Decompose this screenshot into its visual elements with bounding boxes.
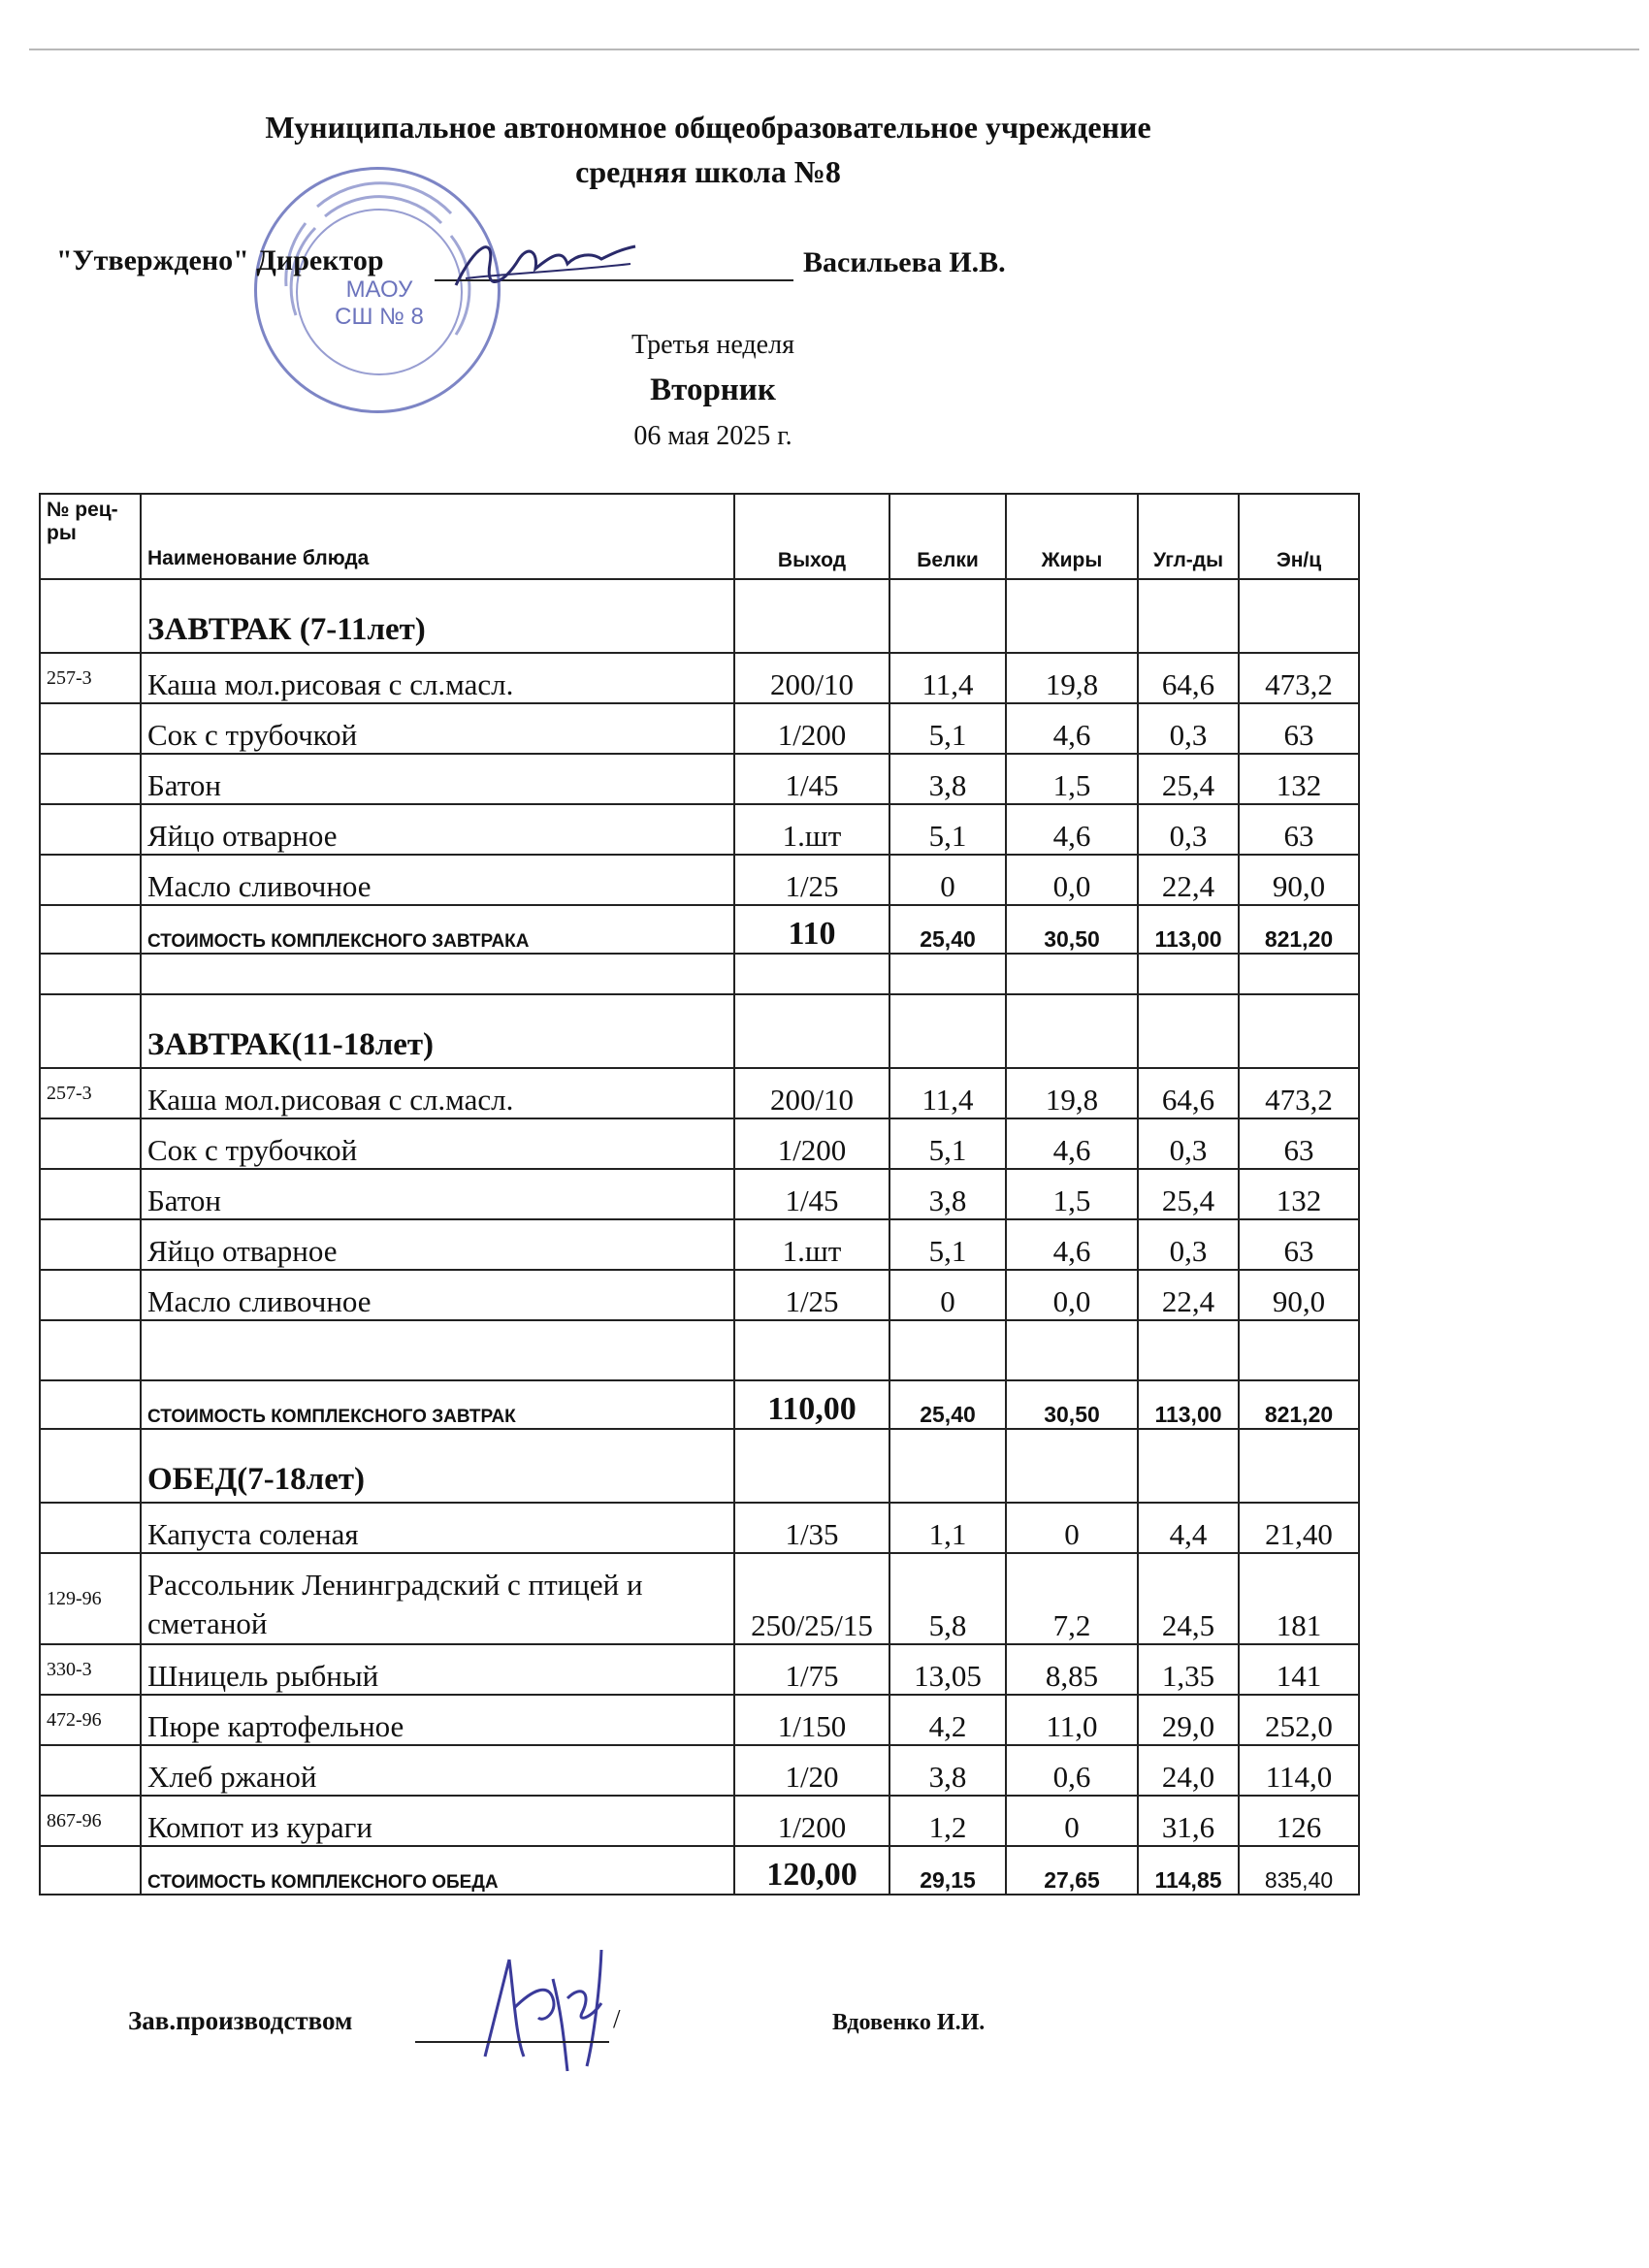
empty-cell (1239, 994, 1359, 1068)
recipe-number (40, 1118, 141, 1169)
section-row (40, 579, 1359, 653)
total-fat: 30,50 (1006, 1380, 1138, 1429)
dish-name: Шницель рыбный (141, 1644, 734, 1695)
dish-fat: 4,6 (1006, 703, 1138, 754)
total-energy: 821,20 (1239, 905, 1359, 954)
dish-output: 1/35 (734, 1503, 889, 1553)
dish-energy: 473,2 (1239, 1068, 1359, 1118)
dish-fat: 19,8 (1006, 653, 1138, 703)
empty-cell (40, 579, 141, 653)
dish-carbs: 4,4 (1138, 1503, 1239, 1553)
empty-cell (40, 954, 141, 994)
total-fat: 27,65 (1006, 1846, 1138, 1895)
dish-carbs: 0,3 (1138, 703, 1239, 754)
total-cost-row (40, 1846, 1359, 1895)
recipe-number: 257-3 (40, 1068, 141, 1118)
dish-carbs: 31,6 (1138, 1796, 1239, 1846)
total-fat: 30,50 (1006, 905, 1138, 954)
dish-protein: 1,2 (889, 1796, 1006, 1846)
scan-top-edge-line (29, 49, 1639, 50)
dish-name: Батон (141, 1169, 734, 1219)
empty-cell (1239, 954, 1359, 994)
dish-name: Каша мол.рисовая с сл.масл. (141, 1068, 734, 1118)
recipe-number (40, 1270, 141, 1320)
empty-cell (1006, 954, 1138, 994)
dish-name: Батон (141, 754, 734, 804)
empty-cell (1006, 1320, 1138, 1380)
empty-cell (40, 1429, 141, 1503)
recipe-number (40, 703, 141, 754)
dish-protein: 5,1 (889, 703, 1006, 754)
dish-carbs: 1,35 (1138, 1644, 1239, 1695)
dish-row (40, 1219, 1359, 1270)
dish-carbs: 0,3 (1138, 804, 1239, 855)
total-energy: 821,20 (1239, 1380, 1359, 1429)
recipe-number (40, 855, 141, 905)
dish-name: Яйцо отварное (141, 804, 734, 855)
dish-fat: 11,0 (1006, 1695, 1138, 1745)
empty-cell (889, 579, 1006, 653)
col-header-fat: Жиры (1006, 494, 1138, 579)
dish-energy: 114,0 (1239, 1745, 1359, 1796)
empty-cell (1239, 1429, 1359, 1503)
dish-energy: 63 (1239, 1118, 1359, 1169)
dish-fat: 1,5 (1006, 1169, 1138, 1219)
total-cost-row (40, 1380, 1359, 1429)
dish-protein: 0 (889, 855, 1006, 905)
stamp-line-1: МАОУ (345, 276, 413, 303)
dish-name: Сок с трубочкой (141, 1118, 734, 1169)
dish-output: 1/150 (734, 1695, 889, 1745)
dish-row (40, 754, 1359, 804)
empty-cell (141, 1320, 734, 1380)
total-protein: 25,40 (889, 1380, 1006, 1429)
dish-energy: 132 (1239, 754, 1359, 804)
dish-protein: 3,8 (889, 1169, 1006, 1219)
dish-fat: 0,0 (1006, 855, 1138, 905)
menu-table (39, 493, 1360, 1895)
recipe-number (40, 1745, 141, 1796)
director-signature (446, 225, 640, 303)
total-energy: 835,40 (1239, 1846, 1359, 1895)
production-head-label: Зав.производством (128, 2006, 353, 2035)
org-line-2: средняя школа №8 (575, 154, 841, 189)
total-carbs: 114,85 (1138, 1846, 1239, 1895)
recipe-number: 472-96 (40, 1695, 141, 1745)
dish-carbs: 64,6 (1138, 653, 1239, 703)
total-cost-label: СТОИМОСТЬ КОМПЛЕКСНОГО ЗАВТРАК (141, 1380, 734, 1429)
dish-fat: 7,2 (1006, 1553, 1138, 1644)
dish-energy: 181 (1239, 1553, 1359, 1644)
empty-cell (1006, 994, 1138, 1068)
dish-output: 1.шт (734, 1219, 889, 1270)
empty-cell (1239, 579, 1359, 653)
dish-row (40, 855, 1359, 905)
col-header-output: Выход (734, 494, 889, 579)
col-header-dish-name: Наименование блюда (141, 494, 734, 579)
spacer-row (40, 1320, 1359, 1380)
approved-label: "Утверждено" Директор (56, 244, 384, 276)
empty-cell (40, 1320, 141, 1380)
dish-fat: 1,5 (1006, 754, 1138, 804)
section-title: ЗАВТРАК(11-18лет) (141, 994, 734, 1068)
dish-row (40, 1270, 1359, 1320)
total-price: 120,00 (734, 1846, 889, 1895)
dish-fat: 4,6 (1006, 1118, 1138, 1169)
stamp-line-2: СШ № 8 (335, 304, 424, 330)
dish-carbs: 25,4 (1138, 754, 1239, 804)
dish-name: Каша мол.рисовая с сл.масл. (141, 653, 734, 703)
dish-fat: 4,6 (1006, 804, 1138, 855)
dish-output: 1/75 (734, 1644, 889, 1695)
section-title: ОБЕД(7-18лет) (141, 1429, 734, 1503)
recipe-number (40, 804, 141, 855)
empty-cell (1239, 1320, 1359, 1380)
dish-output: 1.шт (734, 804, 889, 855)
total-carbs: 113,00 (1138, 905, 1239, 954)
dish-fat: 0 (1006, 1503, 1138, 1553)
dish-row (40, 1745, 1359, 1796)
dish-fat: 19,8 (1006, 1068, 1138, 1118)
total-price: 110,00 (734, 1380, 889, 1429)
footer-signature-underline (415, 2041, 609, 2043)
dish-name: Компот из кураги (141, 1796, 734, 1846)
dish-name: Яйцо отварное (141, 1219, 734, 1270)
dish-protein: 13,05 (889, 1644, 1006, 1695)
dish-protein: 0 (889, 1270, 1006, 1320)
empty-cell (1138, 994, 1239, 1068)
recipe-number: 129-96 (40, 1553, 141, 1644)
dish-energy: 63 (1239, 703, 1359, 754)
total-protein: 29,15 (889, 1846, 1006, 1895)
dish-energy: 90,0 (1239, 855, 1359, 905)
dish-protein: 5,1 (889, 1219, 1006, 1270)
dish-row (40, 703, 1359, 754)
footer-slash: / (613, 2004, 621, 2033)
dish-output: 1/45 (734, 1169, 889, 1219)
dish-protein: 11,4 (889, 1068, 1006, 1118)
empty-cell (889, 994, 1006, 1068)
total-protein: 25,40 (889, 905, 1006, 954)
dish-energy: 473,2 (1239, 653, 1359, 703)
dish-energy: 90,0 (1239, 1270, 1359, 1320)
empty-cell (734, 994, 889, 1068)
dish-row (40, 1553, 1359, 1644)
dish-output: 1/20 (734, 1745, 889, 1796)
dish-output: 1/25 (734, 855, 889, 905)
dish-output: 250/25/15 (734, 1553, 889, 1644)
dish-fat: 4,6 (1006, 1219, 1138, 1270)
dish-energy: 252,0 (1239, 1695, 1359, 1745)
dish-name: Сок с трубочкой (141, 703, 734, 754)
empty-cell (734, 579, 889, 653)
dish-carbs: 22,4 (1138, 855, 1239, 905)
total-cost-row (40, 905, 1359, 954)
dish-fat: 8,85 (1006, 1644, 1138, 1695)
dish-row (40, 1169, 1359, 1219)
dish-protein: 1,1 (889, 1503, 1006, 1553)
recipe-number (40, 1503, 141, 1553)
section-row (40, 994, 1359, 1068)
dish-carbs: 22,4 (1138, 1270, 1239, 1320)
dish-row (40, 1796, 1359, 1846)
director-name: Васильева И.В. (803, 246, 1006, 278)
dish-name: Хлеб ржаной (141, 1745, 734, 1796)
dish-row (40, 1118, 1359, 1169)
dish-fat: 0 (1006, 1796, 1138, 1846)
col-header-energy: Эн/ц (1239, 494, 1359, 579)
dish-output: 1/200 (734, 703, 889, 754)
recipe-number: 867-96 (40, 1796, 141, 1846)
empty-cell (1138, 954, 1239, 994)
total-cost-label: СТОИМОСТЬ КОМПЛЕКСНОГО ОБЕДА (141, 1846, 734, 1895)
recipe-number: 330-3 (40, 1644, 141, 1695)
dish-row (40, 1503, 1359, 1553)
empty-cell (40, 994, 141, 1068)
table-header-row (40, 494, 1359, 579)
total-cost-label: СТОИМОСТЬ КОМПЛЕКСНОГО ЗАВТРАКА (141, 905, 734, 954)
dish-name: Масло сливочное (141, 855, 734, 905)
empty-cell (1138, 1429, 1239, 1503)
empty-cell (889, 1429, 1006, 1503)
dish-output: 200/10 (734, 653, 889, 703)
spacer-row (40, 954, 1359, 994)
empty-cell (734, 1429, 889, 1503)
dish-energy: 63 (1239, 804, 1359, 855)
dish-row (40, 1068, 1359, 1118)
dish-energy: 141 (1239, 1644, 1359, 1695)
dish-protein: 5,1 (889, 1118, 1006, 1169)
dish-output: 200/10 (734, 1068, 889, 1118)
dish-row (40, 1695, 1359, 1745)
empty-cell (734, 1320, 889, 1380)
dish-carbs: 24,5 (1138, 1553, 1239, 1644)
dish-energy: 132 (1239, 1169, 1359, 1219)
dish-energy: 126 (1239, 1796, 1359, 1846)
dish-name: Рассольник Ленинградский с птицей и сметаной (141, 1553, 734, 1644)
empty-cell (1138, 579, 1239, 653)
empty-cell (1006, 579, 1138, 653)
dish-energy: 21,40 (1239, 1503, 1359, 1553)
empty-cell (141, 954, 734, 994)
empty-cell (1006, 1429, 1138, 1503)
production-head-name: Вдовенко И.И. (832, 2010, 986, 2035)
col-header-protein: Белки (889, 494, 1006, 579)
dish-protein: 3,8 (889, 754, 1006, 804)
footer-signature-line (128, 1998, 1098, 2057)
recipe-number (40, 754, 141, 804)
section-title: ЗАВТРАК (7-11лет) (141, 579, 734, 653)
recipe-number (40, 1219, 141, 1270)
dish-row (40, 653, 1359, 703)
dish-output: 1/45 (734, 754, 889, 804)
dish-output: 1/200 (734, 1118, 889, 1169)
col-header-carbs: Угл-ды (1138, 494, 1239, 579)
col-header-recipe-no: № рец-ры (40, 494, 141, 579)
dish-row (40, 1644, 1359, 1695)
dish-name: Капуста соленая (141, 1503, 734, 1553)
dish-output: 1/25 (734, 1270, 889, 1320)
total-carbs: 113,00 (1138, 1380, 1239, 1429)
dish-fat: 0,0 (1006, 1270, 1138, 1320)
section-row (40, 1429, 1359, 1503)
week-label: Третья неделя (631, 330, 794, 360)
empty-cell (40, 1380, 141, 1429)
dish-carbs: 29,0 (1138, 1695, 1239, 1745)
empty-cell (889, 1320, 1006, 1380)
dish-protein: 11,4 (889, 653, 1006, 703)
dish-protein: 4,2 (889, 1695, 1006, 1745)
dish-name: Пюре картофельное (141, 1695, 734, 1745)
empty-cell (734, 954, 889, 994)
recipe-number (40, 1169, 141, 1219)
dish-carbs: 24,0 (1138, 1745, 1239, 1796)
dish-carbs: 0,3 (1138, 1118, 1239, 1169)
total-price: 110 (734, 905, 889, 954)
day-label: Вторник (650, 373, 776, 407)
dish-energy: 63 (1239, 1219, 1359, 1270)
recipe-number: 257-3 (40, 653, 141, 703)
dish-carbs: 25,4 (1138, 1169, 1239, 1219)
dish-carbs: 0,3 (1138, 1219, 1239, 1270)
org-line-1: Муниципальное автономное общеобразовательное учреждение (265, 110, 1151, 145)
dish-row (40, 804, 1359, 855)
dish-protein: 3,8 (889, 1745, 1006, 1796)
empty-cell (40, 905, 141, 954)
date-label: 06 мая 2025 г. (633, 421, 792, 451)
empty-cell (1138, 1320, 1239, 1380)
empty-cell (889, 954, 1006, 994)
dish-output: 1/200 (734, 1796, 889, 1846)
dish-protein: 5,8 (889, 1553, 1006, 1644)
dish-name: Масло сливочное (141, 1270, 734, 1320)
dish-fat: 0,6 (1006, 1745, 1138, 1796)
dish-carbs: 64,6 (1138, 1068, 1239, 1118)
dish-protein: 5,1 (889, 804, 1006, 855)
empty-cell (40, 1846, 141, 1895)
